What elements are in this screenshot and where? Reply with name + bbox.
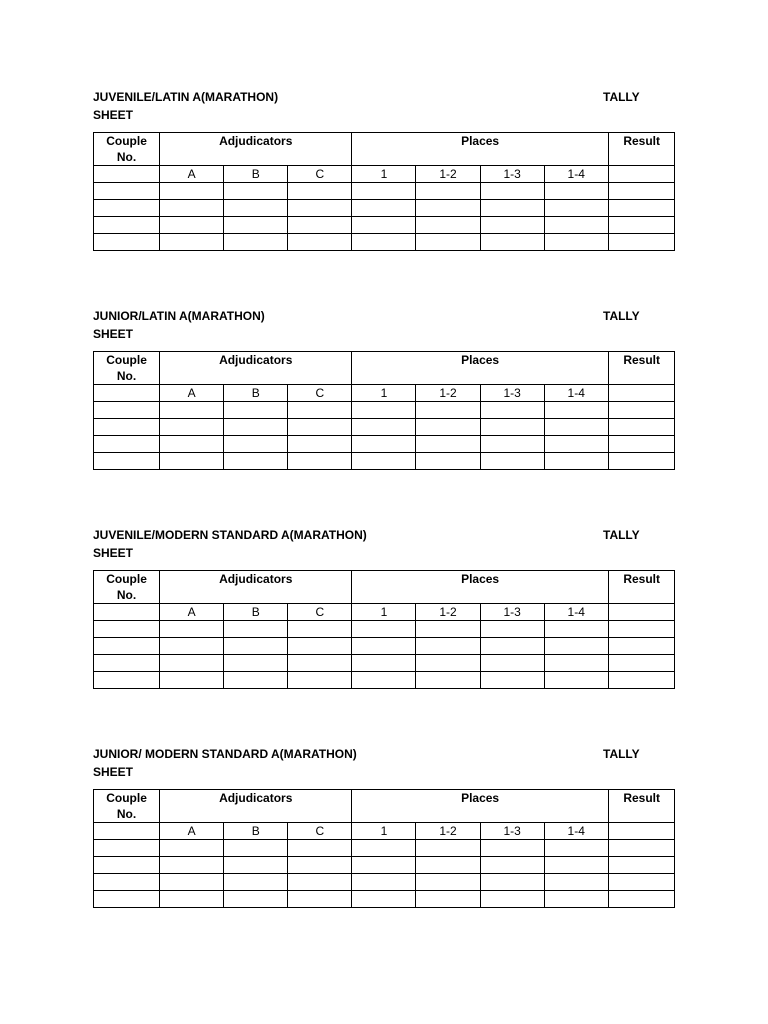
table-cell <box>288 840 352 857</box>
table-cell <box>352 453 416 470</box>
table-cell <box>94 638 160 655</box>
table-cell <box>160 621 224 638</box>
table-cell <box>352 891 416 908</box>
table-cell <box>288 183 352 200</box>
table-cell <box>288 453 352 470</box>
tally-table <box>93 789 675 908</box>
table-cell <box>288 234 352 251</box>
table-cell <box>94 891 160 908</box>
table-cell <box>544 672 608 689</box>
place-1-header: 1 <box>352 385 416 402</box>
adjudicator-a-header: A <box>160 166 224 183</box>
places-header: Places <box>352 133 608 166</box>
table-cell <box>416 891 480 908</box>
table-cell <box>160 672 224 689</box>
table-cell <box>288 874 352 891</box>
table-cell <box>480 874 544 891</box>
place-1-3-header: 1-3 <box>480 604 544 621</box>
tally-sheet-section <box>93 88 675 181</box>
subheader-blank-cell <box>94 385 160 402</box>
table-cell <box>160 655 224 672</box>
table-cell <box>416 672 480 689</box>
tally-table <box>93 351 675 470</box>
adjudicator-b-header: B <box>224 166 288 183</box>
section-heading <box>93 307 675 343</box>
table-cell <box>608 453 674 470</box>
result-header: Result <box>608 790 674 823</box>
adjudicator-c-header: C <box>288 604 352 621</box>
table-cell <box>160 874 224 891</box>
table-cell <box>224 891 288 908</box>
table-cell <box>224 840 288 857</box>
table-cell <box>160 402 224 419</box>
table-cell <box>224 453 288 470</box>
place-1-2-header: 1-2 <box>416 823 480 840</box>
subheader-blank-cell <box>608 385 674 402</box>
table-cell <box>160 183 224 200</box>
tally-table <box>93 132 675 251</box>
table-cell <box>288 672 352 689</box>
section-title: JUNIOR/LATIN A(MARATHON) <box>93 309 265 323</box>
table-cell <box>160 217 224 234</box>
subheader-blank-cell <box>94 166 160 183</box>
table-row <box>94 638 675 655</box>
table-cell <box>416 419 480 436</box>
table-cell <box>416 402 480 419</box>
section-heading <box>93 526 675 562</box>
table-cell <box>224 655 288 672</box>
table-cell <box>608 874 674 891</box>
section-heading <box>93 88 675 124</box>
place-1-3-header: 1-3 <box>480 823 544 840</box>
table-cell <box>224 183 288 200</box>
place-1-header: 1 <box>352 823 416 840</box>
section-title: JUVENILE/MODERN STANDARD A(MARATHON) <box>93 528 367 542</box>
table-cell <box>94 234 160 251</box>
table-cell <box>480 638 544 655</box>
couple-no-header: Couple No. <box>94 790 160 823</box>
table-cell <box>416 857 480 874</box>
tally-table <box>93 570 675 689</box>
result-header: Result <box>608 133 674 166</box>
table-cell <box>608 655 674 672</box>
table-cell <box>352 672 416 689</box>
table-cell <box>480 217 544 234</box>
table-cell <box>288 436 352 453</box>
table-cell <box>544 402 608 419</box>
table-cell <box>544 183 608 200</box>
places-header: Places <box>352 571 608 604</box>
table-cell <box>160 436 224 453</box>
place-1-header: 1 <box>352 604 416 621</box>
tally-sheet-section <box>93 307 675 400</box>
place-1-4-header: 1-4 <box>544 823 608 840</box>
sheet-label: SHEET <box>93 765 134 779</box>
table-row <box>94 857 675 874</box>
place-1-4-header: 1-4 <box>544 385 608 402</box>
adjudicator-b-header: B <box>224 604 288 621</box>
sheet-label: SHEET <box>93 327 134 341</box>
result-header: Result <box>608 352 674 385</box>
table-cell <box>224 874 288 891</box>
table-cell <box>416 638 480 655</box>
table-cell <box>94 183 160 200</box>
table-row <box>94 891 675 908</box>
table-cell <box>160 638 224 655</box>
table-cell <box>480 621 544 638</box>
table-cell <box>416 200 480 217</box>
table-header-row <box>94 352 675 385</box>
table-cell <box>94 672 160 689</box>
table-cell <box>288 655 352 672</box>
table-cell <box>480 402 544 419</box>
table-row <box>94 436 675 453</box>
table-cell <box>352 200 416 217</box>
table-cell <box>416 453 480 470</box>
places-header: Places <box>352 790 608 823</box>
table-row <box>94 234 675 251</box>
table-cell <box>94 436 160 453</box>
table-cell <box>544 453 608 470</box>
place-1-4-header: 1-4 <box>544 604 608 621</box>
table-cell <box>160 891 224 908</box>
couple-no-header: Couple No. <box>94 133 160 166</box>
table-cell <box>224 217 288 234</box>
table-cell <box>544 655 608 672</box>
table-cell <box>352 183 416 200</box>
adjudicator-b-header: B <box>224 823 288 840</box>
couple-no-header: Couple No. <box>94 352 160 385</box>
table-cell <box>288 217 352 234</box>
table-cell <box>544 217 608 234</box>
table-cell <box>352 217 416 234</box>
table-cell <box>160 234 224 251</box>
table-cell <box>608 621 674 638</box>
place-1-4-header: 1-4 <box>544 166 608 183</box>
table-cell <box>608 436 674 453</box>
table-cell <box>288 638 352 655</box>
table-cell <box>416 874 480 891</box>
table-cell <box>352 621 416 638</box>
table-cell <box>288 891 352 908</box>
adjudicator-a-header: A <box>160 385 224 402</box>
place-1-3-header: 1-3 <box>480 166 544 183</box>
table-cell <box>544 857 608 874</box>
adjudicators-header: Adjudicators <box>160 571 352 604</box>
adjudicator-b-header: B <box>224 385 288 402</box>
table-cell <box>608 840 674 857</box>
subheader-blank-cell <box>608 166 674 183</box>
table-header-row <box>94 133 675 166</box>
table-cell <box>160 453 224 470</box>
table-row <box>94 217 675 234</box>
table-cell <box>480 183 544 200</box>
result-header: Result <box>608 571 674 604</box>
tally-label: TALLY <box>603 309 640 323</box>
table-cell <box>352 638 416 655</box>
table-cell <box>544 234 608 251</box>
table-cell <box>416 655 480 672</box>
table-row <box>94 655 675 672</box>
tally-label: TALLY <box>603 90 640 104</box>
table-cell <box>288 402 352 419</box>
subheader-blank-cell <box>608 823 674 840</box>
table-cell <box>480 857 544 874</box>
table-cell <box>608 183 674 200</box>
table-cell <box>480 840 544 857</box>
table-cell <box>160 200 224 217</box>
table-cell <box>416 840 480 857</box>
table-cell <box>544 638 608 655</box>
table-cell <box>608 200 674 217</box>
table-cell <box>94 840 160 857</box>
table-cell <box>352 874 416 891</box>
table-row <box>94 840 675 857</box>
tally-sheet-section <box>93 745 675 838</box>
table-row <box>94 874 675 891</box>
table-subheader-row <box>94 823 675 840</box>
table-cell <box>224 857 288 874</box>
table-cell <box>416 183 480 200</box>
table-cell <box>480 200 544 217</box>
table-cell <box>544 874 608 891</box>
table-row <box>94 183 675 200</box>
table-cell <box>480 234 544 251</box>
table-cell <box>94 655 160 672</box>
table-cell <box>544 200 608 217</box>
table-cell <box>416 436 480 453</box>
table-cell <box>160 419 224 436</box>
table-row <box>94 419 675 436</box>
table-cell <box>288 621 352 638</box>
places-header: Places <box>352 352 608 385</box>
table-cell <box>160 840 224 857</box>
table-row <box>94 453 675 470</box>
table-cell <box>480 436 544 453</box>
table-cell <box>224 402 288 419</box>
table-cell <box>416 234 480 251</box>
table-cell <box>608 419 674 436</box>
table-cell <box>94 453 160 470</box>
table-cell <box>416 621 480 638</box>
adjudicator-a-header: A <box>160 604 224 621</box>
table-cell <box>544 621 608 638</box>
adjudicator-c-header: C <box>288 166 352 183</box>
table-cell <box>544 436 608 453</box>
sheet-label: SHEET <box>93 108 134 122</box>
table-cell <box>480 453 544 470</box>
adjudicators-header: Adjudicators <box>160 790 352 823</box>
table-cell <box>480 419 544 436</box>
subheader-blank-cell <box>608 604 674 621</box>
table-cell <box>288 419 352 436</box>
table-cell <box>94 217 160 234</box>
table-cell <box>224 234 288 251</box>
table-subheader-row <box>94 604 675 621</box>
table-cell <box>608 402 674 419</box>
table-cell <box>544 891 608 908</box>
table-cell <box>94 874 160 891</box>
place-1-2-header: 1-2 <box>416 385 480 402</box>
table-cell <box>224 638 288 655</box>
table-cell <box>94 419 160 436</box>
table-cell <box>352 857 416 874</box>
place-1-header: 1 <box>352 166 416 183</box>
table-subheader-row <box>94 166 675 183</box>
table-cell <box>160 857 224 874</box>
table-row <box>94 621 675 638</box>
subheader-blank-cell <box>94 604 160 621</box>
tally-label: TALLY <box>603 528 640 542</box>
table-cell <box>352 436 416 453</box>
table-cell <box>224 419 288 436</box>
table-cell <box>608 672 674 689</box>
subheader-blank-cell <box>94 823 160 840</box>
adjudicators-header: Adjudicators <box>160 352 352 385</box>
table-cell <box>352 402 416 419</box>
adjudicator-c-header: C <box>288 385 352 402</box>
place-1-3-header: 1-3 <box>480 385 544 402</box>
table-cell <box>224 621 288 638</box>
table-cell <box>608 217 674 234</box>
adjudicators-header: Adjudicators <box>160 133 352 166</box>
place-1-2-header: 1-2 <box>416 604 480 621</box>
section-title: JUVENILE/LATIN A(MARATHON) <box>93 90 279 104</box>
table-cell <box>544 840 608 857</box>
place-1-2-header: 1-2 <box>416 166 480 183</box>
table-cell <box>608 234 674 251</box>
table-cell <box>94 857 160 874</box>
couple-no-header: Couple No. <box>94 571 160 604</box>
table-cell <box>94 200 160 217</box>
table-row <box>94 200 675 217</box>
sheet-label: SHEET <box>93 546 134 560</box>
table-cell <box>94 621 160 638</box>
table-cell <box>352 655 416 672</box>
tally-sheet-section <box>93 526 675 619</box>
table-cell <box>224 436 288 453</box>
table-cell <box>544 419 608 436</box>
adjudicator-c-header: C <box>288 823 352 840</box>
table-cell <box>352 419 416 436</box>
table-row <box>94 672 675 689</box>
adjudicator-a-header: A <box>160 823 224 840</box>
table-cell <box>416 217 480 234</box>
table-cell <box>608 891 674 908</box>
section-heading <box>93 745 675 781</box>
tally-label: TALLY <box>603 747 640 761</box>
table-header-row <box>94 790 675 823</box>
table-cell <box>288 857 352 874</box>
table-cell <box>608 638 674 655</box>
table-cell <box>288 200 352 217</box>
table-header-row <box>94 571 675 604</box>
table-cell <box>352 840 416 857</box>
table-cell <box>352 234 416 251</box>
table-cell <box>94 402 160 419</box>
table-subheader-row <box>94 385 675 402</box>
table-cell <box>224 200 288 217</box>
table-cell <box>224 672 288 689</box>
table-cell <box>608 857 674 874</box>
table-cell <box>480 672 544 689</box>
table-row <box>94 402 675 419</box>
table-cell <box>480 891 544 908</box>
section-title: JUNIOR/ MODERN STANDARD A(MARATHON) <box>93 747 357 761</box>
table-cell <box>480 655 544 672</box>
